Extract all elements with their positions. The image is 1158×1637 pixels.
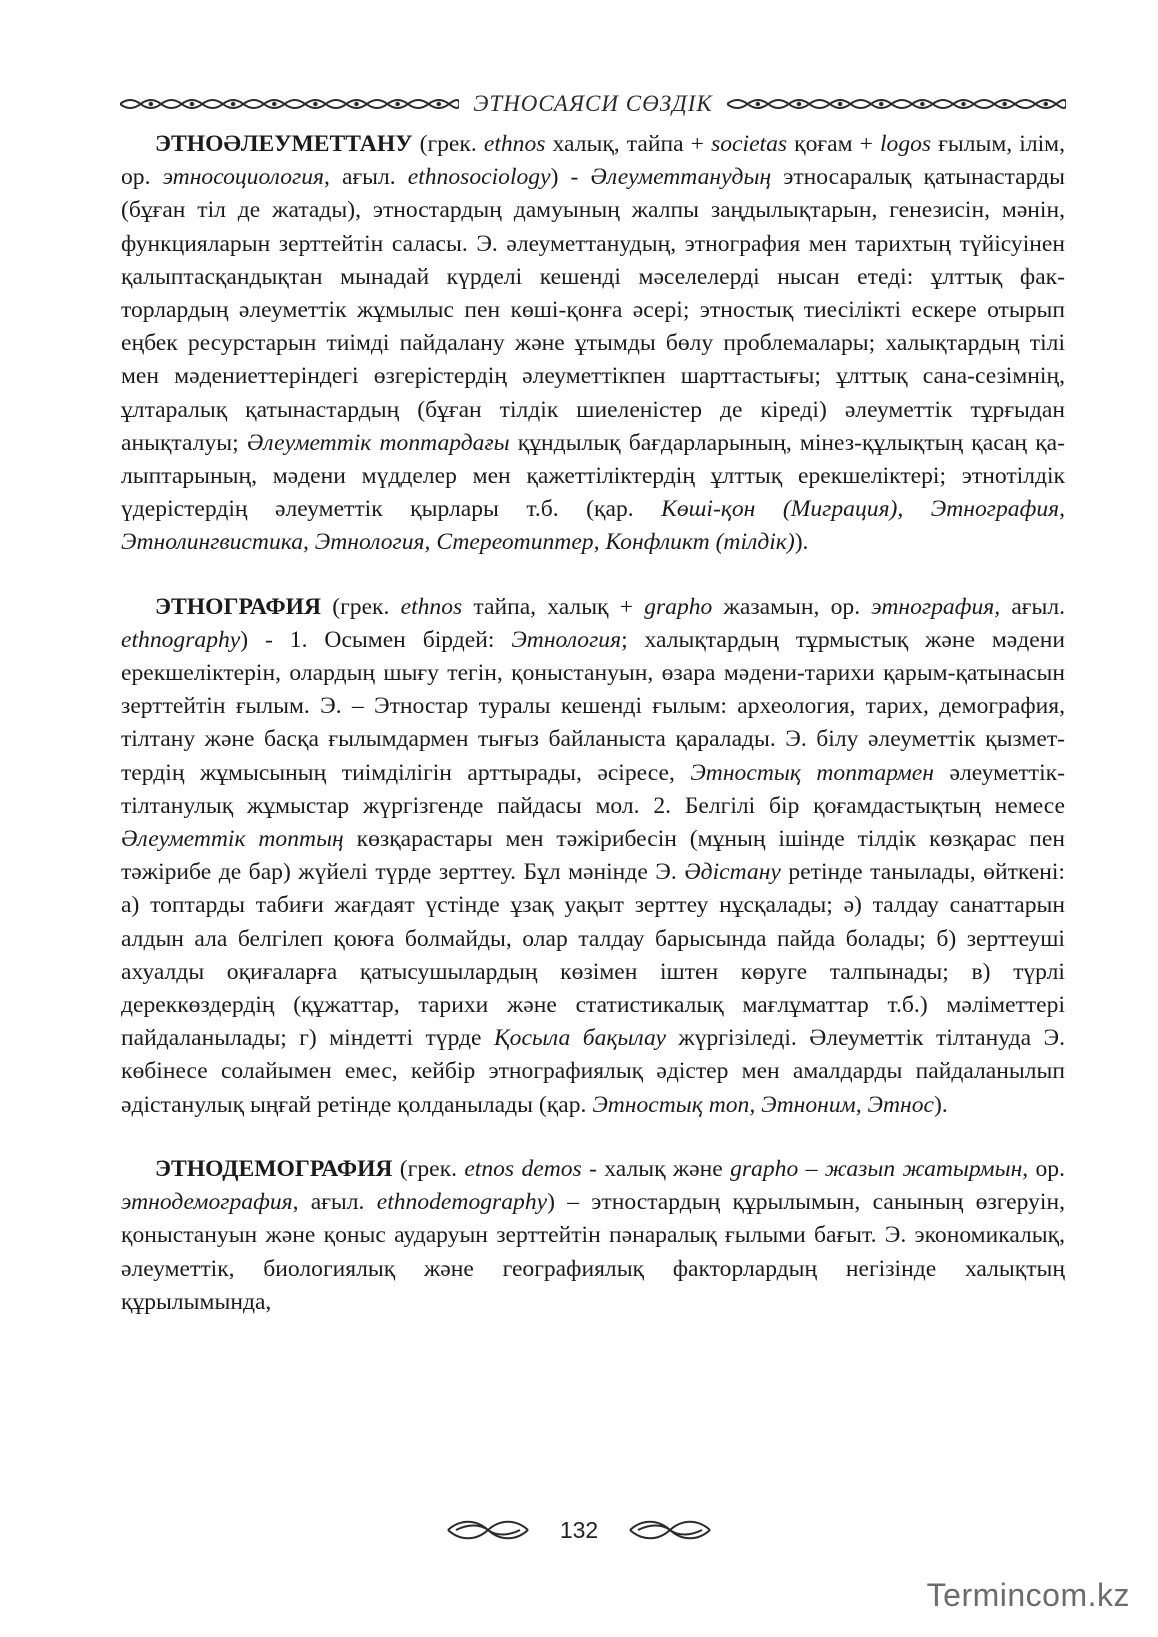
footer-flourish-left — [446, 1517, 530, 1543]
italic-term: Этностық топтармен — [690, 759, 934, 786]
flourish-left-icon — [446, 1517, 530, 1543]
italic-term: этносоциология — [162, 164, 325, 191]
entry-run: , ағыл. — [292, 1189, 377, 1216]
italic-term: grapho — [644, 593, 713, 620]
entry-run: ғылым, ілім, ор. — [121, 131, 1065, 191]
watermark-text: Termincom.kz — [926, 1576, 1130, 1613]
italic-term: ethnos — [483, 131, 546, 157]
italic-term: grapho – жазып жатырмын — [730, 1155, 1023, 1182]
entry-run: жазамын, ор. — [712, 593, 872, 620]
ornament-left-icon — [120, 95, 459, 113]
entry-run: ; халықтардың тұрмыстық және мәдени ерекшеліктерін, олардың шығу тегін, қоныстануын, өзара мәдени-тарихи қарым-қатынасын зерттейтін ғылым. Э. – Этностар туралы кешенді ғылым: археология, тарих, демография, тілтану және басқа ғылымдармен тығыз байланыста қаралады. Э. білу әлеуметтік қызметтердің жұмысының тиімділігін арттырады, әсіресе, — [121, 626, 1065, 786]
dictionary-entry — [121, 591, 1065, 1122]
italic-term: Әлеуметтанудың — [590, 164, 772, 191]
entry-run: көзқарастары мен тәжірибесін (мұның ішінде тілдік көзқарас пен тәжірибе де бар) жүйелі түрде зерттеу. Бұл мәнінде Э. — [121, 826, 1065, 886]
site-watermark — [927, 1573, 1130, 1617]
flourish-right-icon — [628, 1517, 712, 1543]
entry-run: ретінде танылады, өйткені: а) топтарды табиғи жағдаят үстінде ұзақ уақыт зерттеу нұсқалады; ә) талдау санаттарын алдын ала белгілеп қоюға болмайды, олар талдау барысында пайда болады; б) зерттеуші ахуалды оқиғаларға қатысушылардың көзімен іштен көруге талпынады; в) түрлі дереккөздердің (құжаттар, тарихи және статистикалық мағлұматтар т.б.) мәліметтері пайдаланылады; г) міндетті түрде — [121, 859, 1065, 1052]
entry-run: ). — [794, 529, 809, 556]
headword: ЭТНОӘЛЕУМЕТТАНУ — [155, 131, 413, 157]
italic-term: Этнология — [511, 626, 622, 653]
italic-term: Әдістану — [684, 859, 781, 886]
entry-text — [121, 128, 1065, 560]
entry-run: ) – этностардың құрылымын, санының өзгеруін, қоныстануын және қоныс аударуын зерттейтін пәнаралық ғылыми бағыт. Э. экономикалық, әлеуметтік, биологиялық және географиялық факторлардың негізінде халықтың құрылымында, — [121, 1189, 1065, 1315]
italic-term: ethnography — [121, 626, 241, 653]
italic-term: Қосыла бақылау — [493, 1025, 666, 1052]
headword: ЭТНОДЕМОГРАФИЯ — [155, 1155, 393, 1182]
entry-text — [121, 591, 1065, 1122]
entry-run: халық, тайпа + — [545, 131, 712, 157]
entry-run: ) - — [550, 164, 591, 191]
italic-term: Әлеуметтік топтардағы — [246, 429, 510, 456]
entry-run: , ағыл. — [324, 164, 408, 191]
entry-text — [121, 1153, 1065, 1319]
headword: ЭТНОГРАФИЯ — [155, 593, 322, 620]
italic-term: etnos demos — [464, 1155, 582, 1182]
italic-term: ethnodemography — [376, 1189, 548, 1216]
entry-run: - халық және — [581, 1155, 731, 1182]
entry-run: этносаралық қатынастарды (бұған тіл де жатады), этностардың дамуының жалпы заңдылықтарын, генезисін, мәнін, функцияларын зерттейтін саласы. Э. әлеуметтанудың, этнография мен тарихтың түйісуінен қалыптасқандықтан мынадай күрделі кешенді мәселелерді нысан етеді: ұлттық факторлардың әлеуметтік жұмылыс пен көші-қонға әсері; этностық тиесілікті ескере отырып еңбек ресурстарын тиімді пайдалану және ұтымды бөлу проблемалары; халықтардың тілі мен мәдениеттеріндегі өзгерістердің әлеуметтікпен шарттастығы; ұлттық сана-сезімнің, ұлтаралық қатынастардың (бұған тілдік шиеленістер де кіреді) әлеуметтік тұрғыдан анықталуы; — [121, 164, 1065, 456]
entry-run: (грек. — [321, 593, 401, 620]
italic-term: Әлеуметтік топтың — [121, 826, 344, 853]
italic-term: logos — [879, 131, 932, 157]
running-header — [120, 88, 1066, 120]
italic-term: этнодемография — [121, 1189, 293, 1216]
entry-run: ағыл. — [1000, 593, 1065, 620]
entry-run: жүргізіледі. Әлеуметтік тілтануда Э. көбінесе солайымен емес, кейбір этнографиялық әдістер мен амалдарды пайдаланылып әдістанулық ыңғай ретінде қолданылады (қар. — [121, 1025, 1065, 1118]
ornament-right-icon — [727, 95, 1066, 113]
italic-term: Көші-қон (Миграция), Этнография, Этнолингвистика, Этнология, Стереотиптер, Конфликт (тілдік) — [121, 496, 1065, 556]
entry-run: ) - 1. Осымен бірдей: — [240, 626, 512, 653]
header-ornament-left — [120, 95, 459, 113]
running-title: ЭТНОСАЯСИ СӨЗДІК — [473, 91, 713, 116]
header-ornament-right — [727, 95, 1066, 113]
italic-term: ethnos — [400, 593, 463, 620]
italic-term: ethnosociology — [407, 164, 551, 191]
dictionary-entry — [121, 128, 1065, 560]
dictionary-entry — [121, 1153, 1065, 1319]
page-number: 132 — [559, 1516, 599, 1543]
entry-run: құндылық бағдарларының, мінез-құлықтың қасаң қалыптарының, мәдени мүдделер мен қажеттіліктердің ұлттық ерекшеліктері; этнотілдік үдерістердің әлеуметтік қырлары т.б. (қар. — [121, 429, 1065, 523]
dictionary-body — [121, 128, 1065, 1350]
entry-run: ). — [933, 1091, 948, 1118]
entry-run: (грек. — [412, 131, 484, 157]
entry-run: (грек. — [392, 1155, 465, 1182]
italic-term: Этностық топ, Этноним, Этнос — [592, 1091, 934, 1118]
entry-run: тайпа, халық + — [462, 593, 645, 620]
page-footer — [0, 1513, 1158, 1547]
entry-run: әлеуметтік-тілтанулық жұмыстар жүргізгенде пайдасы мол. 2. Белгілі бір қоғамдастықтың немесе — [121, 759, 1065, 819]
italic-term: societas — [711, 131, 788, 157]
italic-term: этнография, — [871, 593, 1001, 620]
footer-flourish-right — [628, 1517, 712, 1543]
entry-run: , ор. — [1022, 1155, 1066, 1182]
entry-run: қоғам + — [787, 131, 880, 157]
